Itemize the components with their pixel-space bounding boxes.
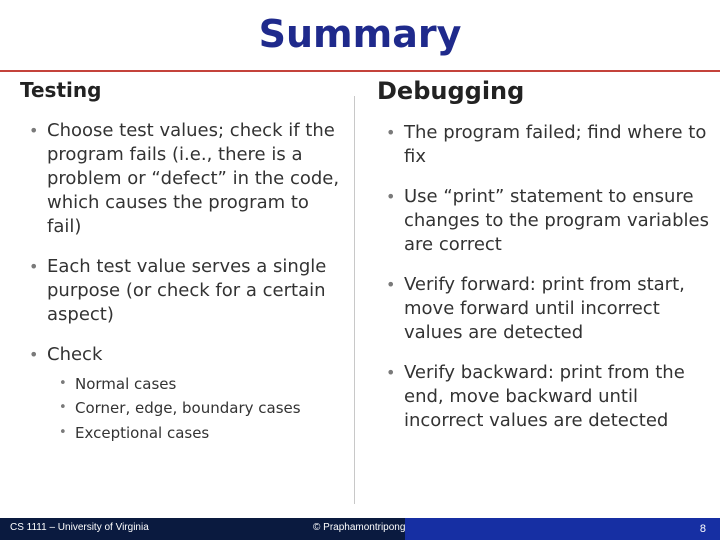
debugging-bullet-2: • Use “print” statement to ensure changes to the program variables are correct bbox=[386, 186, 709, 255]
bullet-icon: • bbox=[59, 400, 67, 415]
bullet-icon: • bbox=[386, 363, 396, 382]
bullet-icon: • bbox=[59, 376, 67, 391]
bullet-icon: • bbox=[29, 121, 39, 140]
title-divider bbox=[0, 70, 720, 72]
column-divider bbox=[354, 96, 355, 504]
debugging-bullet-4: • Verify backward: print from the end, move backward until incorrect values are detected bbox=[386, 362, 685, 431]
testing-bullet-3: • Check bbox=[29, 344, 103, 365]
bullet-icon: • bbox=[29, 257, 39, 276]
bullet-icon: • bbox=[59, 425, 67, 440]
footer-author: © Praphamontripong bbox=[313, 522, 406, 533]
bullet-icon: • bbox=[386, 123, 396, 142]
check-sub-bullet-3: • Exceptional cases bbox=[75, 421, 345, 445]
footer-page-panel bbox=[405, 518, 720, 540]
bullet-icon: • bbox=[29, 345, 39, 364]
debugging-bullet-1: • The program failed; find where to fix bbox=[386, 122, 707, 167]
bullet-icon: • bbox=[386, 275, 396, 294]
testing-bullet-2: • Each test value serves a single purpose (or check for a certain aspect) bbox=[29, 256, 327, 325]
bullet-icon: • bbox=[386, 187, 396, 206]
check-sub-bullet-2: • Corner, edge, boundary cases bbox=[75, 396, 345, 420]
debugging-heading: Debugging bbox=[377, 77, 525, 105]
footer-course: CS 1111 – University of Virginia bbox=[10, 522, 149, 533]
check-sub-bullet-1: • Normal cases bbox=[75, 372, 345, 396]
testing-heading: Testing bbox=[20, 78, 102, 102]
testing-bullet-1: • Choose test values; check if the program fails (i.e., there is a problem or “defect” in the code, which causes the program to fail) bbox=[29, 120, 340, 237]
debugging-bullet-3: • Verify forward: print from start, move forward until incorrect values are detected bbox=[386, 274, 685, 343]
slide-title: Summary bbox=[258, 12, 462, 56]
page-number: 8 bbox=[699, 523, 706, 535]
